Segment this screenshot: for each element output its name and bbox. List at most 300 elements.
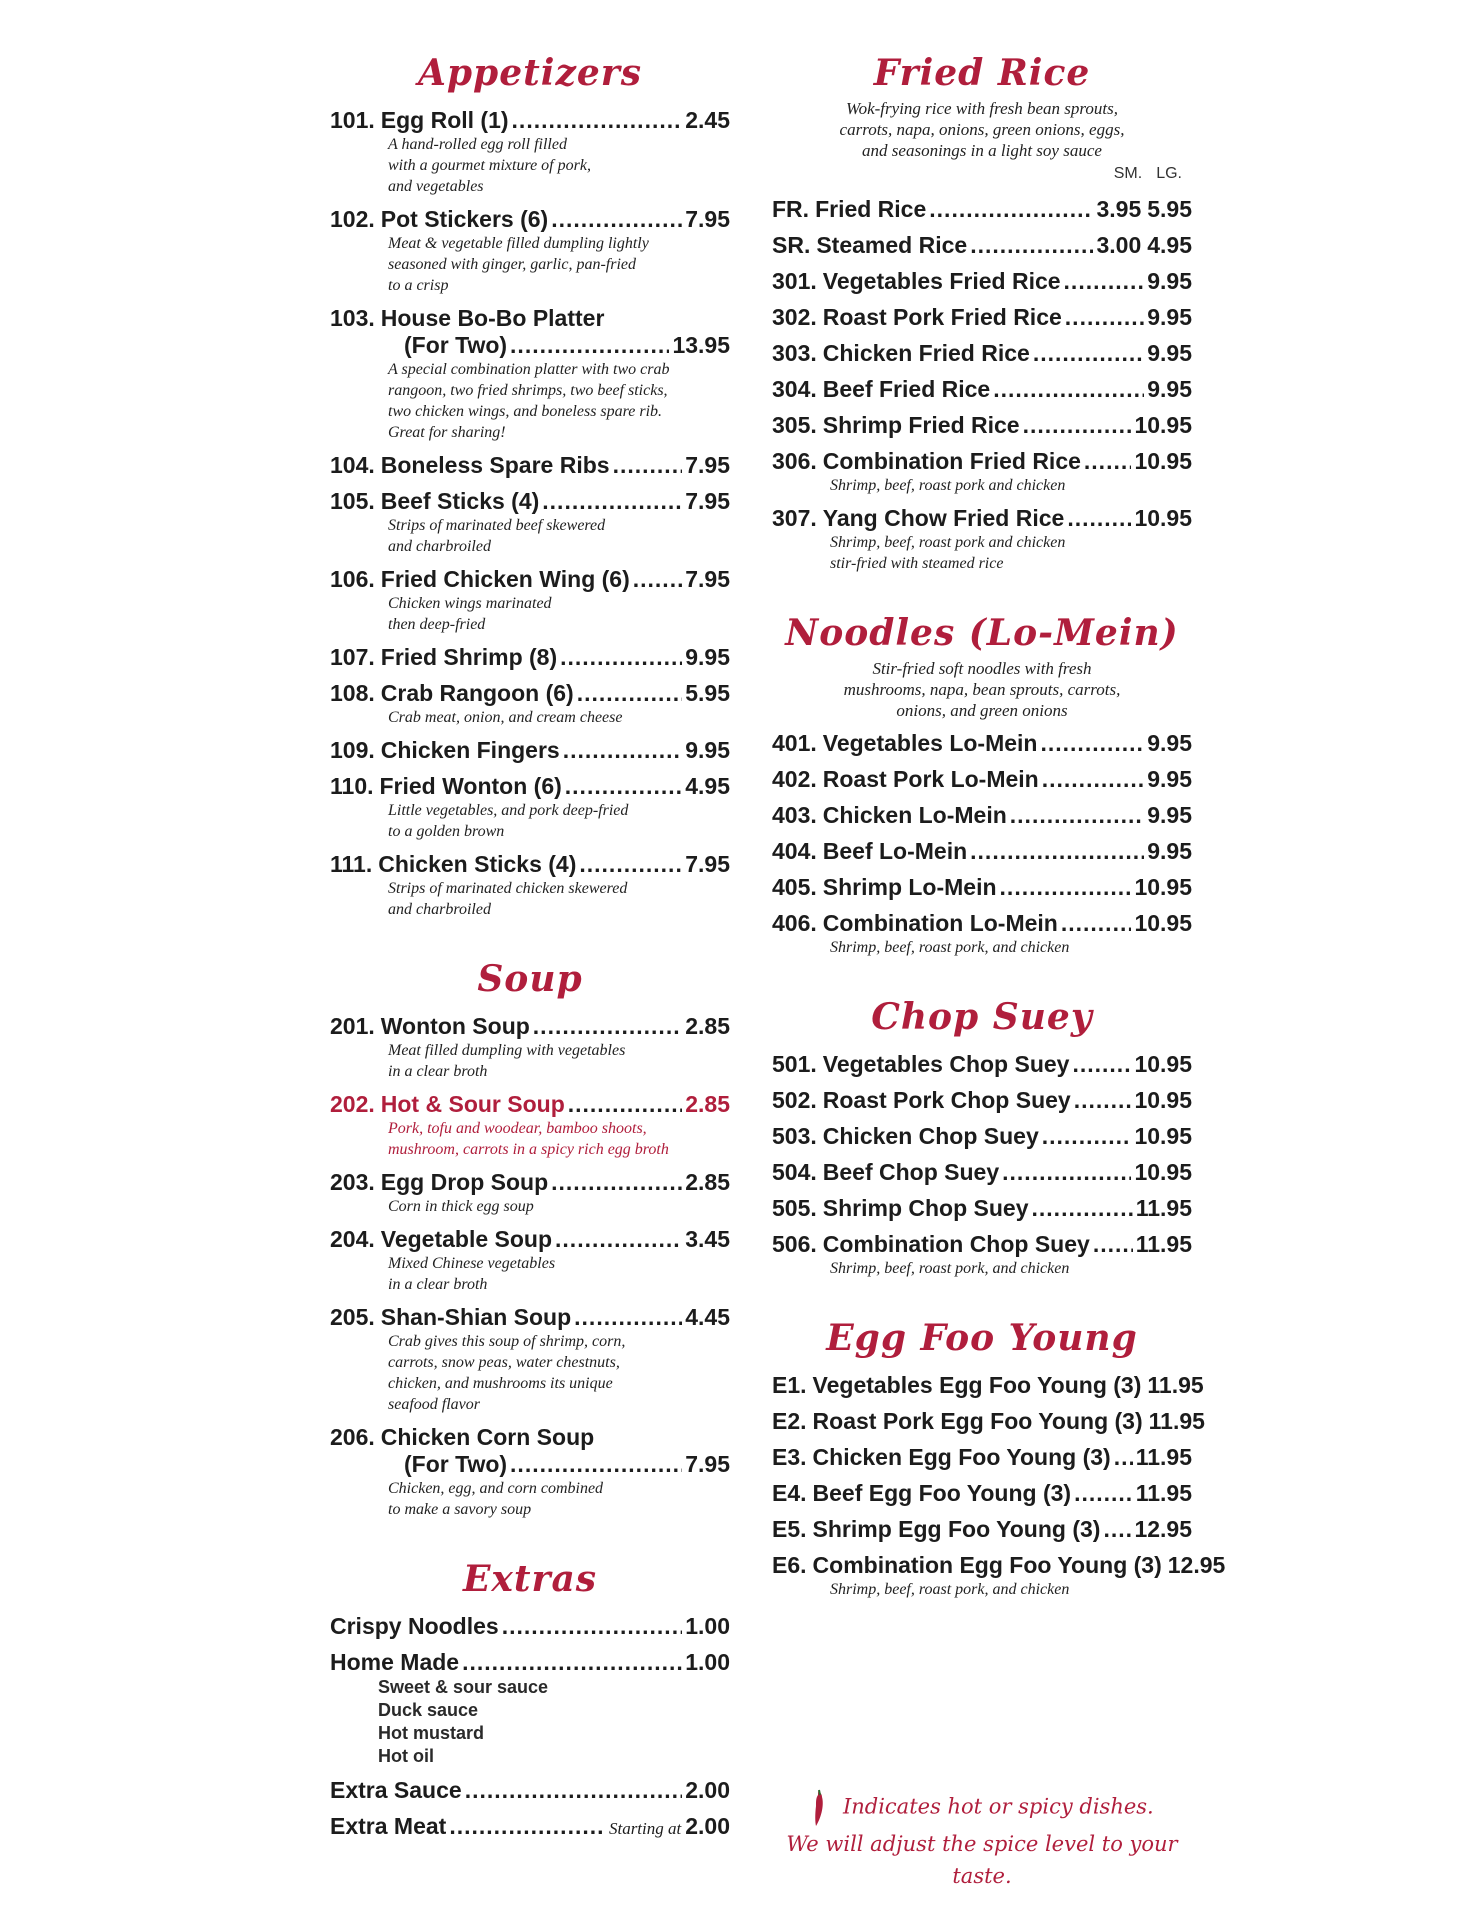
item-price [1136, 1444, 1192, 1471]
dot-leader [533, 1013, 682, 1040]
item-price [685, 1777, 730, 1804]
dot-leader [579, 851, 682, 878]
menu-item [772, 1444, 1192, 1471]
item-price [685, 851, 730, 878]
item-description: Shrimp, beef, roast pork, and chicken [830, 939, 1070, 956]
menu-item [772, 1408, 1205, 1435]
menu-item [330, 737, 730, 764]
item-name: Chicken Egg Foo Young (3) [812, 1444, 1111, 1470]
item-name: Chicken Fried Rice [822, 340, 1030, 366]
item-price-large: 10.95 [1134, 1087, 1192, 1113]
menu-item [330, 206, 730, 296]
item-price-small: 3.00 [1096, 232, 1142, 258]
item-name: Fried Shrimp (8) [380, 644, 558, 670]
item-price-large: 9.95 [1147, 802, 1192, 828]
menu-item-line [772, 232, 1192, 259]
item-price-large: 4.95 [1147, 232, 1192, 258]
item-price [1147, 268, 1192, 295]
menu-item-line [772, 1087, 1192, 1114]
item-price-large: 4.95 [685, 773, 730, 799]
menu-item-line [772, 730, 1192, 757]
dot-leader [574, 1304, 682, 1331]
item-description: Chicken wings marinated then deep-fried [388, 595, 552, 633]
menu-item-line [772, 340, 1192, 367]
menu-item [330, 773, 730, 842]
item-description: A hand-rolled egg roll filled with a gourmet mixture of pork, and vegetables [388, 136, 591, 195]
item-number: 405. [772, 874, 817, 900]
menu-item-line [772, 1480, 1192, 1507]
dot-leader [1002, 1159, 1131, 1186]
section-description: Wok-frying rice with fresh bean sprouts, carrots, napa, onions, green onions, eggs, and seasonings in a light soy sauce [839, 99, 1125, 160]
item-name: Combination Fried Rice [822, 448, 1081, 474]
item-price [1147, 730, 1192, 757]
section-title: Noodles (Lo-Mein) [785, 612, 1179, 654]
item-number: 206. [330, 1424, 375, 1450]
item-price-large: 2.85 [685, 1013, 730, 1039]
item-name: Shan-Shian Soup [380, 1304, 572, 1330]
item-price-large: 10.95 [1134, 1051, 1192, 1077]
item-number: 403. [772, 802, 817, 828]
item-name: Chicken Lo-Mein [822, 802, 1007, 828]
dot-leader [1074, 1480, 1133, 1507]
item-name: Egg Drop Soup [380, 1169, 549, 1195]
section-egg-foo-young [772, 1313, 1226, 1600]
item-number: 109. [330, 737, 375, 763]
dot-leader [993, 376, 1144, 403]
item-price [685, 1013, 730, 1040]
item-name: Pot Stickers (6) [380, 206, 549, 232]
item-price [1147, 376, 1192, 403]
item-price [1134, 1051, 1192, 1078]
menu-item-line [330, 737, 730, 764]
item-name: Combination Chop Suey [822, 1231, 1090, 1257]
item-number: 301. [772, 268, 817, 294]
item-name: Beef Fried Rice [822, 376, 991, 402]
item-price [1096, 232, 1192, 259]
size-label: SM. [1113, 165, 1143, 182]
menu-item-line [772, 196, 1192, 223]
menu-item-line [772, 304, 1192, 331]
item-price-large: 1.00 [685, 1649, 730, 1675]
dot-leader [1067, 505, 1131, 532]
menu-item [772, 1195, 1192, 1222]
dot-leader [512, 107, 683, 134]
item-name: Roast Pork Egg Foo Young (3) [812, 1408, 1143, 1434]
menu-item [772, 448, 1192, 496]
item-price [1168, 1552, 1226, 1579]
item-number: 302. [772, 304, 817, 330]
item-price [685, 1091, 730, 1118]
menu-item [330, 305, 730, 443]
dot-leader [510, 332, 669, 359]
section-appetizers [330, 48, 730, 920]
menu-item [772, 1087, 1192, 1114]
menu-item [772, 802, 1192, 829]
item-price-large: 2.00 [685, 1777, 730, 1803]
menu-item-line [772, 1552, 1226, 1579]
item-name: Beef Lo-Mein [822, 838, 968, 864]
menu-item [330, 1226, 730, 1295]
item-name: Boneless Spare Ribs [380, 452, 610, 478]
item-number: 108. [330, 680, 375, 706]
item-name: Beef Sticks (4) [380, 488, 540, 514]
item-price-large: 9.95 [1147, 304, 1192, 330]
item-price [1149, 1408, 1205, 1435]
item-name: Chicken Fingers [380, 737, 560, 763]
item-number: 303. [772, 340, 817, 366]
item-price [1134, 1087, 1192, 1114]
item-price-large: 9.95 [685, 737, 730, 763]
item-number: 503. [772, 1123, 817, 1149]
item-price [1134, 1516, 1192, 1543]
item-price [1147, 304, 1192, 331]
item-name: Combination Egg Foo Young (3) [812, 1552, 1162, 1578]
menu-item [772, 1372, 1204, 1399]
item-number: FR. [772, 196, 810, 222]
item-price [685, 644, 730, 671]
item-price-large: 1.00 [685, 1613, 730, 1639]
item-price-large: 2.00 [685, 1813, 730, 1839]
spicy-footnote [772, 1788, 1192, 1892]
menu-item [330, 566, 730, 635]
item-name: Chicken Sticks (4) [378, 851, 577, 877]
dot-leader [1033, 340, 1144, 367]
item-price [1147, 1372, 1203, 1399]
item-name: Vegetables Lo-Mein [822, 730, 1038, 756]
menu-item [772, 268, 1192, 295]
dot-leader [1074, 1087, 1132, 1114]
dot-leader [1061, 910, 1132, 937]
item-name: Hot & Sour Soup [380, 1091, 565, 1117]
menu-item [330, 1091, 730, 1160]
menu-item-line [772, 1408, 1205, 1435]
left-column [330, 48, 730, 1876]
item-description: Crab gives this soup of shrimp, corn, carrots, snow peas, water chestnuts, chicken, and mushrooms its unique seafood flavor [388, 1333, 626, 1413]
menu-item [772, 874, 1192, 901]
menu-item-line [330, 1424, 730, 1451]
menu-item-line [330, 1226, 730, 1253]
section-title: Appetizers [417, 52, 643, 94]
menu-item [772, 340, 1192, 367]
menu-item-line [330, 488, 730, 515]
item-number: 506. [772, 1231, 817, 1257]
item-name: Crab Rangoon (6) [380, 680, 574, 706]
item-price: 7.95 [685, 1451, 730, 1477]
item-description: Mixed Chinese vegetables in a clear broth [388, 1255, 556, 1293]
item-price-large: 9.95 [1147, 730, 1192, 756]
menu-item [330, 644, 730, 671]
menu-item-line [772, 766, 1192, 793]
item-number: E5. [772, 1516, 807, 1542]
menu-item [772, 1480, 1192, 1507]
item-name: Beef Egg Foo Young (3) [812, 1480, 1072, 1506]
dot-leader [970, 232, 1093, 259]
menu-item-line-continued [330, 332, 730, 359]
dot-leader [1084, 448, 1132, 475]
dot-leader [1093, 1231, 1133, 1258]
item-price-large: 7.95 [685, 206, 730, 232]
item-name: Extra Sauce [330, 1777, 462, 1803]
dot-leader [1114, 1444, 1133, 1471]
item-description: Corn in thick egg soup [388, 1198, 534, 1215]
menu-item-line [772, 910, 1192, 937]
menu-item-line [330, 1649, 730, 1676]
item-price: 13.95 [672, 332, 730, 358]
item-number: 505. [772, 1195, 817, 1221]
item-number: 304. [772, 376, 817, 402]
menu-item-line [330, 1813, 730, 1842]
item-price-large: 5.95 [1147, 196, 1192, 222]
menu-item [772, 1123, 1192, 1150]
item-description: Shrimp, beef, roast pork, and chicken [830, 1581, 1070, 1598]
item-number: 111. [330, 851, 373, 877]
item-price [685, 737, 730, 764]
item-price-large: 11.95 [1148, 1408, 1205, 1434]
item-price-large: 9.95 [1147, 376, 1192, 402]
menu-item-line [772, 412, 1192, 439]
item-name: Shrimp Lo-Mein [822, 874, 997, 900]
section-noodles-lo-mein [772, 608, 1192, 958]
item-number: 307. [772, 505, 817, 531]
item-number: 105. [330, 488, 375, 514]
menu-item [330, 1304, 730, 1415]
menu-item-line [330, 644, 730, 671]
chili-pepper-icon [810, 1788, 828, 1828]
item-price [1134, 505, 1192, 532]
menu-item [330, 452, 730, 479]
item-number: 103. [330, 305, 375, 331]
item-name: Egg Roll (1) [380, 107, 509, 133]
item-number: 102. [330, 206, 375, 232]
item-number: 501. [772, 1051, 817, 1077]
item-name: House Bo-Bo Platter [380, 305, 605, 331]
dot-leader [510, 1451, 682, 1478]
dot-leader [1042, 766, 1145, 793]
menu-item [330, 851, 730, 920]
menu-item-line [330, 1613, 730, 1640]
item-name: Crispy Noodles [330, 1613, 499, 1639]
item-price-large: 10.95 [1134, 448, 1192, 474]
item-name: Vegetables Chop Suey [822, 1051, 1070, 1077]
menu-item-line [330, 566, 730, 593]
menu-item-line [330, 107, 730, 134]
dot-leader [613, 452, 683, 479]
section-description: Stir-fried soft noodles with fresh mushrooms, napa, bean sprouts, carrots, onions, and green onions [843, 659, 1121, 720]
menu-item [772, 304, 1192, 331]
menu-item-line [330, 1013, 730, 1040]
item-price-large: 3.45 [685, 1226, 730, 1252]
item-number: 401. [772, 730, 817, 756]
item-description: A special combination platter with two crab rangoon, two fried shrimps, two beef sticks, two chicken wings, and boneless spare rib. Great for sharing! [388, 361, 670, 441]
menu-item [330, 1013, 730, 1082]
menu-item-line [330, 206, 730, 233]
menu-item [772, 412, 1192, 439]
item-price-large: 11.95 [1147, 1372, 1204, 1398]
item-name: Roast Pork Chop Suey [822, 1087, 1071, 1113]
item-price [1096, 196, 1192, 223]
item-description: Chicken, egg, and corn combined to make a savory soup [388, 1480, 604, 1518]
dot-leader [542, 488, 682, 515]
item-price-large: 2.85 [685, 1169, 730, 1195]
item-price-large: 11.95 [1135, 1480, 1192, 1506]
item-price [685, 680, 730, 707]
item-price-large: 11.95 [1135, 1444, 1192, 1470]
item-description: Strips of marinated beef skewered and charbroiled [388, 517, 606, 555]
item-price-large: 10.95 [1134, 505, 1192, 531]
menu-item [772, 838, 1192, 865]
section-soup [330, 954, 730, 1520]
dot-leader [568, 1091, 682, 1118]
menu-item-line [330, 680, 730, 707]
item-price-large: 10.95 [1134, 910, 1192, 936]
item-description: Meat filled dumpling with vegetables in a clear broth [388, 1042, 626, 1080]
section-title: Soup [477, 958, 583, 1000]
menu-item [330, 1649, 730, 1768]
menu-item-line [772, 838, 1192, 865]
item-number: E3. [772, 1444, 807, 1470]
item-price-large: 10.95 [1134, 1123, 1192, 1149]
dot-leader [1023, 412, 1132, 439]
menu-item [330, 680, 730, 728]
section-extras [330, 1554, 730, 1842]
menu-item-line [330, 305, 730, 332]
size-label: LG. [1156, 165, 1182, 182]
item-price [685, 1649, 730, 1676]
menu-item-line [772, 1231, 1192, 1258]
dot-leader [449, 1813, 606, 1840]
item-price-large: 11.95 [1135, 1195, 1192, 1221]
item-price [685, 1613, 730, 1640]
item-name: Vegetables Fried Rice [822, 268, 1061, 294]
item-number: 203. [330, 1169, 375, 1195]
starting-at-label: Starting at [608, 1819, 682, 1838]
item-price-large: 9.95 [685, 644, 730, 670]
item-number: 406. [772, 910, 817, 936]
dot-leader [563, 737, 683, 764]
item-description: Strips of marinated chicken skewered and charbroiled [388, 880, 628, 918]
item-price-large: 10.95 [1134, 412, 1192, 438]
menu-item-line [772, 1123, 1192, 1150]
item-price [1134, 412, 1192, 439]
menu-item [772, 505, 1192, 574]
item-price [1134, 448, 1192, 475]
item-price [1134, 874, 1192, 901]
item-name-continued: (For Two) [404, 332, 508, 358]
item-price [685, 1813, 730, 1840]
footnote-text-1: Indicates hot or spicy dishes. [842, 1794, 1154, 1819]
size-header [772, 165, 1192, 187]
menu-item [330, 1169, 730, 1217]
menu-item [772, 232, 1192, 259]
menu-item [772, 1051, 1192, 1078]
item-name: Steamed Rice [816, 232, 968, 258]
item-price [1147, 838, 1192, 865]
item-price [1136, 1231, 1192, 1258]
dot-leader [1042, 1123, 1132, 1150]
menu-item-line [772, 448, 1192, 475]
item-number: 110. [330, 773, 374, 799]
item-price-large: 9.95 [1147, 340, 1192, 366]
item-name: Chicken Corn Soup [380, 1424, 595, 1450]
item-number: 305. [772, 412, 817, 438]
item-name: Roast Pork Lo-Mein [822, 766, 1039, 792]
item-name: Chicken Chop Suey [822, 1123, 1039, 1149]
item-price [1147, 766, 1192, 793]
item-number: 201. [330, 1013, 375, 1039]
item-price [1136, 1480, 1192, 1507]
dot-leader [633, 566, 682, 593]
item-price-large: 2.45 [685, 107, 730, 133]
menu-item [772, 376, 1192, 403]
item-name-continued: (For Two) [404, 1451, 508, 1477]
item-number: 107. [330, 644, 375, 670]
dot-leader [565, 773, 682, 800]
item-price-large: 12.95 [1167, 1552, 1226, 1578]
item-price-large: 11.95 [1135, 1231, 1192, 1257]
dot-leader [929, 196, 1093, 223]
dot-leader [502, 1613, 683, 1640]
menu-item [330, 488, 730, 557]
item-price-large: 9.95 [1147, 268, 1192, 294]
item-price [685, 773, 730, 800]
dot-leader [465, 1777, 683, 1804]
item-name: Roast Pork Fried Rice [822, 304, 1062, 330]
item-name: Shrimp Egg Foo Young (3) [812, 1516, 1101, 1542]
menu-item [772, 1516, 1192, 1543]
item-number: E2. [772, 1408, 807, 1434]
menu-item-line [330, 1091, 730, 1118]
menu-item-line [330, 851, 730, 878]
item-name: Beef Chop Suey [822, 1159, 1000, 1185]
dot-leader [970, 838, 1144, 865]
dot-leader [555, 1226, 682, 1253]
menu-item [772, 1231, 1192, 1279]
item-number: 502. [772, 1087, 817, 1113]
menu-item-line [772, 1372, 1204, 1399]
dot-leader [1064, 268, 1145, 295]
item-name: Extra Meat [330, 1813, 447, 1839]
item-number: 404. [772, 838, 817, 864]
item-price [685, 1226, 730, 1253]
menu-item-line [772, 1159, 1192, 1186]
menu-item-line [772, 1051, 1192, 1078]
item-description: Shrimp, beef, roast pork and chicken stir-fried with steamed rice [830, 534, 1066, 572]
dot-leader [1040, 730, 1144, 757]
menu-item [772, 1552, 1226, 1600]
item-number: 101. [330, 107, 375, 133]
item-name: Fried Rice [815, 196, 927, 222]
menu-item-line-continued [330, 1451, 730, 1478]
item-number: E4. [772, 1480, 807, 1506]
item-description: Pork, tofu and woodear, bamboo shoots, mushroom, carrots in a spicy rich egg broth [388, 1120, 669, 1158]
menu-item-line [330, 773, 730, 800]
item-name: Fried Chicken Wing (6) [380, 566, 630, 592]
item-price-large: 12.95 [1134, 1516, 1192, 1542]
menu-item-line [772, 376, 1192, 403]
item-description: Shrimp, beef, roast pork and chicken [830, 477, 1066, 494]
dot-leader [577, 680, 683, 707]
item-price-large: 9.95 [1147, 766, 1192, 792]
item-options: Sweet & sour sauce Duck sauce Hot mustard Hot oil [378, 1677, 549, 1766]
item-number: 104. [330, 452, 375, 478]
item-price [1136, 1195, 1192, 1222]
item-price-large: 7.95 [685, 452, 730, 478]
item-name: Wonton Soup [380, 1013, 530, 1039]
item-price [1134, 1159, 1192, 1186]
footnote-line-2: We will adjust the spice level to your taste. [786, 1832, 1178, 1888]
item-price-large: 10.95 [1134, 874, 1192, 900]
menu-item-line [772, 505, 1192, 532]
